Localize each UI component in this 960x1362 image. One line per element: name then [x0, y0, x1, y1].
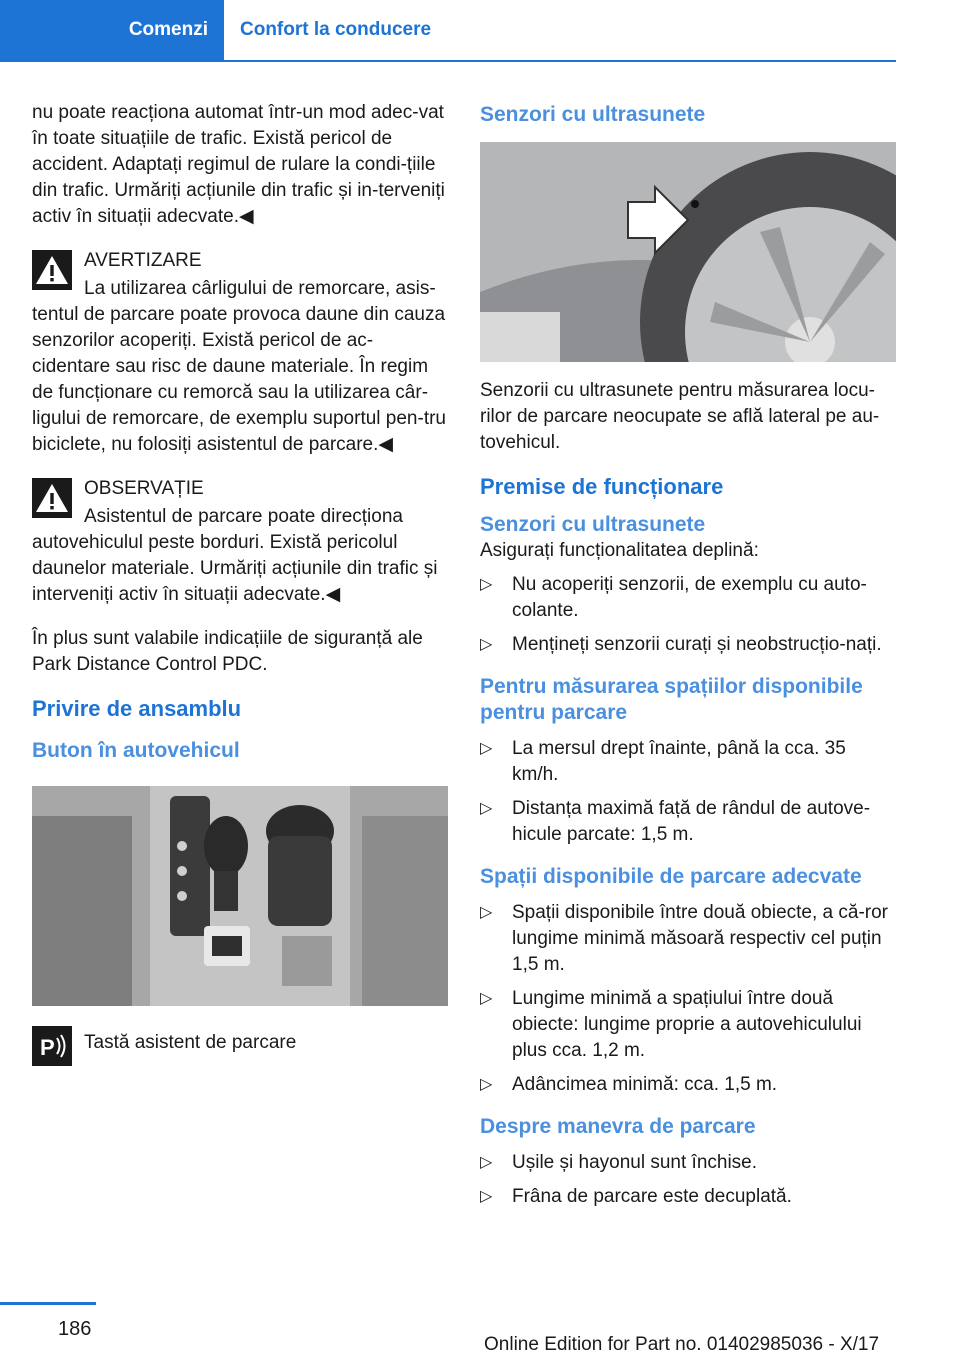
- notice-text: autovehiculul peste borduri. Există pericolul daunelor materiale. Urmăriți acțiunile din trafic și interveniți activ în situații adecvate.◀: [32, 532, 438, 605]
- caption-text: Tastă asistent de parcare: [84, 1032, 297, 1053]
- spaces-list: [480, 900, 896, 1098]
- bullet-marker: ▷: [480, 904, 493, 921]
- caption-parking-button: [32, 1026, 448, 1060]
- notice-note: [32, 476, 448, 608]
- right-column: [480, 102, 896, 1218]
- subheading-measure: Pentru măsurarea spațiilor disponibile pentru parcare: [480, 675, 863, 724]
- header-rule: [0, 60, 896, 62]
- edition-note: Online Edition for Part no. 01402985036 - X/17: [484, 1334, 880, 1355]
- list-item: ▷ Mențineți senzorii curați și neobstrucțio-nați.: [480, 632, 896, 658]
- bullet-marker: ▷: [480, 636, 493, 653]
- heading-overview: Privire de ansamblu: [32, 696, 242, 721]
- maneuver-list: [480, 1150, 896, 1210]
- list-item: ▷ La mersul drept înainte, până la cca. 35 km/h.: [480, 738, 846, 785]
- bullet-marker: ▷: [480, 1154, 493, 1171]
- list-item: ▷ Distanța maximă față de rândul de autove-hicule parcate: 1,5 m.: [480, 798, 871, 845]
- intro-paragraph: nu poate reacționa automat într-un mod adec-vat în toate situațiile de trafic. Există pericol de accident. Adaptați regimul de rulare la condi-țiile din trafic. Urmăriți acțiunile din trafic și in-terveniți activ în situații adecvate.◀: [32, 102, 445, 227]
- bullet-marker: ▷: [480, 800, 493, 817]
- warning-text: tentul de parcare poate provoca daune din cauza senzorilor acoperiți. Există pericol de ac-cidentare sau risc de daune materiale. În regim de funcționare cu remorcă sau la utilizarea câr-ligului de remorcare, de exemplu suportul pen-tru biciclete, nu folosiți asistentul de parcare.◀: [32, 304, 446, 455]
- parking-assistant-icon: [32, 1026, 72, 1066]
- list-item: ▷ Ușile și hayonul sunt închise.: [480, 1150, 896, 1176]
- heading-button: Buton în autovehicul: [32, 739, 240, 762]
- notice-first-line: Asistentul de parcare poate direcționa: [84, 506, 403, 527]
- list-item: ▷ Lungime minimă a spațiului între două obiecte: lungime proprie a autovehiculului plus cca. 1,2 m.: [480, 988, 862, 1061]
- sensors-list: [480, 572, 896, 658]
- bullet-marker: ▷: [480, 990, 493, 1007]
- warning-triangle-icon: [32, 478, 72, 518]
- bullet-marker: ▷: [480, 576, 493, 593]
- subheading-maneuver: Despre manevra de parcare: [480, 1115, 756, 1138]
- page-number: 186: [58, 1318, 92, 1340]
- left-column: [32, 100, 448, 1060]
- tire-photo: [480, 142, 896, 362]
- warning-title: AVERTIZARE: [84, 250, 202, 271]
- console-photo: [32, 786, 448, 1006]
- subheading-spaces: Spații disponibile de parcare adecvate: [480, 865, 862, 888]
- measure-list: [480, 736, 896, 848]
- page-header: [0, 0, 960, 62]
- tab-confort-la-conducere[interactable]: Confort la conducere: [240, 19, 432, 40]
- svg-text:P: P: [40, 1035, 55, 1060]
- bullet-marker: ▷: [480, 1188, 493, 1205]
- subheading-sensors: Senzori cu ultrasunete: [480, 513, 706, 536]
- warning-note: [32, 248, 448, 458]
- heading-sensors: Senzori cu ultrasunete: [480, 103, 706, 126]
- warning-first-line: La utilizarea cârligului de remorcare, asis-: [84, 278, 436, 299]
- safety-reference: În plus sunt valabile indicațiile de siguranță ale Park Distance Control PDC.: [32, 628, 423, 675]
- notice-title: OBSERVAȚIE: [84, 478, 204, 499]
- list-item: ▷ Frâna de parcare este decuplată.: [480, 1184, 896, 1210]
- warning-triangle-icon: [32, 250, 72, 290]
- sensors-paragraph: Senzorii cu ultrasunete pentru măsurarea locu-rilor de parcare neocupate se află lateral pe au-tovehicul.: [480, 380, 880, 453]
- tab-comenzi[interactable]: Comenzi: [0, 0, 224, 60]
- sensors-intro: Asigurați funcționalitatea deplină:: [480, 540, 759, 561]
- footer-rule: [0, 1302, 96, 1305]
- heading-premises: Premise de funcționare: [480, 474, 724, 499]
- list-item: ▷ Adâncimea minimă: cca. 1,5 m.: [480, 1072, 896, 1098]
- bullet-marker: ▷: [480, 1076, 493, 1093]
- bullet-marker: ▷: [480, 740, 493, 757]
- list-item: ▷ Spații disponibile între două obiecte, a că-ror lungime minimă măsoară respectiv cel puțin 1,5 m.: [480, 902, 889, 975]
- list-item: ▷ Nu acoperiți senzorii, de exemplu cu auto-colante.: [480, 574, 867, 621]
